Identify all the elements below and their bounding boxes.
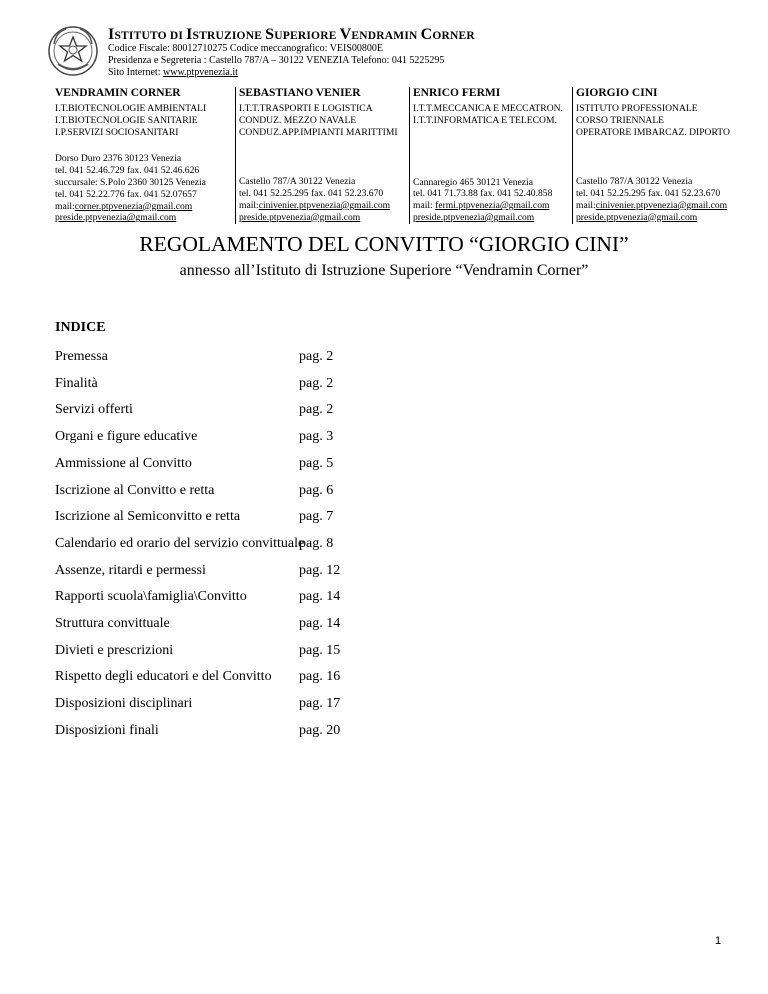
index-row [55,429,375,449]
institute-name-cap: I [186,26,193,43]
index-entry-page: pag. 12 [299,562,341,578]
institute-name-cap: C [420,26,433,43]
course-line: CONDUZ. MEZZO NAVALE [239,114,357,126]
index-entry-page: pag. 16 [299,669,341,685]
course-line: I.T.T.TRASPORTI E LOGISTICA [239,103,373,114]
institute-name-rest: STRUZIONE [192,30,266,42]
index-entry-page: pag. 8 [299,535,334,551]
address-line: tel. 041 52.22.776 fax. 041 52.07657 [55,188,197,200]
school-column-fermi [409,87,573,224]
preside-line [576,212,746,224]
document-title: REGOLAMENTO DEL CONVITTO “GIORGIO CINI” [139,232,629,256]
index-row [55,376,375,396]
index-entry-label: Ammissione al Convitto [55,455,192,471]
institute-segreteria: Presidenza e Segreteria : Castello 787/A – 30122 VENEZIA Telefono: 041 5225295 [108,55,445,66]
preside-mail-link[interactable]: preside.ptpvenezia@gmail.com [413,211,535,223]
school-name: ENRICO FERMI [413,87,501,99]
institute-name-cap: I [108,26,115,43]
address-line: tel. 041 52.25.295 fax. 041 52.23.670 [576,188,721,200]
index-row [55,643,375,663]
index-entry-label: Struttura convittuale [55,616,170,631]
index-entry-label: Divieti e prescrizioni [55,642,174,658]
index-entry-label: Disposizioni disciplinari [55,696,193,712]
mail-link[interactable]: fermi.ptpvenezia@gmail.com [435,200,550,212]
index-entry-page: pag. 14 [299,589,341,605]
mail-line [55,201,233,213]
document-subtitle: annesso all’Istituto di Istruzione Superiore “Vendramin Corner” [179,262,589,279]
address-line: tel. 041 71.73.88 fax. 041 52.40.858 [413,188,553,200]
index-row [55,536,375,556]
index-entry-page: pag. 14 [299,616,341,631]
mail-line [239,200,411,212]
mail-prefix: mail: [413,200,436,212]
website-prefix: Sito Internet: [108,67,163,78]
school-column-cini [572,87,746,224]
course-line: CONDUZ.APP.IMPIANTI MARITTIMI [239,126,398,138]
index-row [55,616,375,636]
school-name: GIORGIO CINI [576,87,658,99]
address-line: succursale: S.Polo 2360 30125 Venezia [55,176,206,188]
institute-codes: Codice Fiscale: 80012710275 Codice meccanografico: VEIS00800E [108,43,384,54]
index-entry-label: Rispetto degli educatori e del Convitto [55,669,272,685]
index-entry-label: Iscrizione al Convitto e retta [55,482,215,498]
index-entry-page: pag. 3 [299,429,334,445]
index-row [55,723,375,743]
index-entry-page: pag. 5 [299,455,334,471]
index-heading: INDICE [55,320,106,335]
website-link[interactable]: www.ptpvenezia.it [163,67,238,78]
index-entry-label: Organi e figure educative [55,429,198,445]
institute-name-rest: STITUTO DI [114,30,187,42]
preside-line [239,212,411,224]
institute-name [108,26,475,44]
index-entry-label: Premessa [55,349,108,364]
index-entry-label: Iscrizione al Semiconvitto e retta [55,509,241,525]
institute-name-rest: UPERIORE [274,30,340,42]
mail-prefix: mail: [239,199,259,211]
index-entry-page: pag. 20 [299,722,341,738]
address-line: Castello 787/A 30122 Venezia [239,176,356,188]
index-entry-page: pag. 7 [299,509,334,525]
index-entry-label: Assenze, ritardi e permessi [55,562,206,578]
institute-name-cap: S [265,26,275,43]
school-name: VENDRAMIN CORNER [55,87,181,99]
preside-line [413,212,573,224]
index-row [55,509,375,529]
index-entry-label: Disposizioni finali [55,722,159,738]
course-line: I.T.BIOTECNOLOGIE AMBIENTALI [55,103,207,114]
course-line: I.T.BIOTECNOLOGIE SANITARIE [55,114,198,126]
preside-mail-link[interactable]: preside.ptpvenezia@gmail.com [576,211,698,223]
mail-link[interactable]: cinivenier.ptpvenezia@gmail.com [595,199,728,211]
address-line: tel. 041 52.46.729 fax. 041 52.46.626 [55,165,200,177]
preside-line [55,212,233,224]
course-line: ISTITUTO PROFESSIONALE [576,103,698,114]
index-row [55,456,375,476]
index-entry-label: Calendario ed orario del servizio convittuale [55,535,305,551]
index-row [55,563,375,583]
index-entry-page: pag. 2 [299,375,334,391]
course-line: I.T.T.INFORMATICA E TELECOM. [413,114,557,126]
school-column-vendramin [55,87,233,224]
mail-link[interactable]: cinivenier.ptpvenezia@gmail.com [258,199,391,211]
index-entry-label: Finalità [55,375,98,391]
index-entry-page: pag. 15 [299,642,341,658]
address-line: tel. 041 52.25.295 fax. 041 52.23.670 [239,188,384,200]
index-row [55,589,375,609]
italian-republic-emblem-icon [46,24,100,78]
mail-line [576,200,746,212]
course-line: I.T.T.MECCANICA E MECCATRON. [413,103,563,114]
index-row [55,349,375,369]
mail-prefix: mail: [576,199,596,211]
index-entry-label: Servizi offerti [55,402,133,418]
course-line: OPERATORE IMBARCAZ. DIPORTO [576,126,730,138]
index-entry-page: pag. 2 [299,402,334,418]
address-line: Cannaregio 465 30121 Venezia [413,176,533,188]
index-entry-page: pag. 2 [299,349,334,364]
institute-name-rest: ENDRAMIN [351,30,421,42]
mail-link[interactable]: corner.ptpvenezia@gmail.com [74,200,193,212]
course-line: CORSO TRIENNALE [576,114,665,126]
index-entry-page: pag. 6 [299,482,334,498]
index-row [55,696,375,716]
index-entry-page: pag. 17 [299,696,341,712]
school-column-venier [235,87,411,224]
index-row [55,402,375,422]
institute-website [108,67,238,78]
index-entry-label: Rapporti scuola\famiglia\Convitto [55,589,247,605]
index-row [55,483,375,503]
address-line: Castello 787/A 30122 Venezia [576,176,693,188]
index-row [55,669,375,689]
page-number: 1 [715,935,722,947]
mail-prefix: mail: [55,200,75,212]
institute-name-rest: ORNER [432,30,475,42]
preside-mail-link[interactable]: preside.ptpvenezia@gmail.com [239,211,361,223]
address-line: Dorso Duro 2376 30123 Venezia [55,153,182,165]
course-line: I.P.SERVIZI SOCIOSANITARI [55,126,179,138]
school-name: SEBASTIANO VENIER [239,87,361,99]
institute-name-cap: V [339,26,352,43]
mail-line [413,200,573,212]
preside-mail-link[interactable]: preside.ptpvenezia@gmail.com [55,212,177,224]
